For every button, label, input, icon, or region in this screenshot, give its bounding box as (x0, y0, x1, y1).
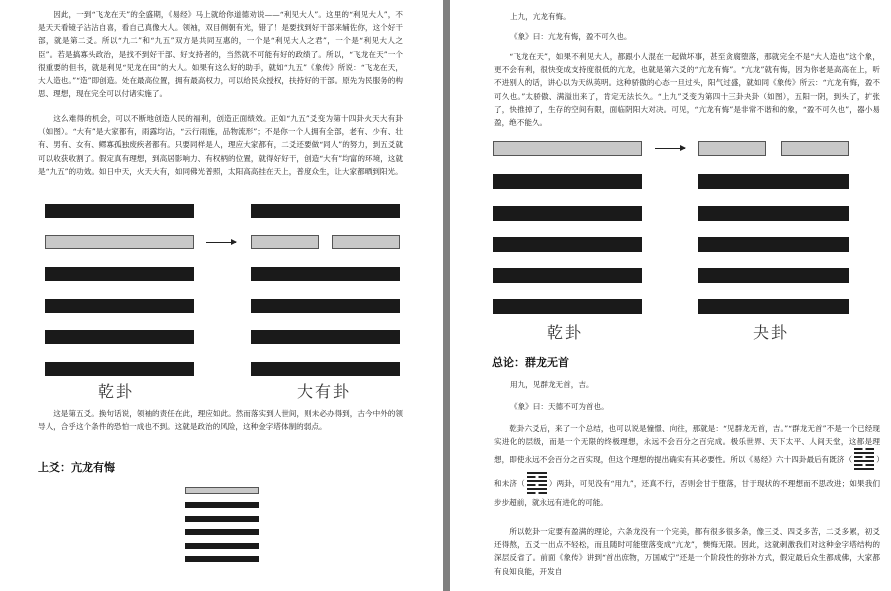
qian-line-1 (45, 362, 194, 376)
qian-r-line-6-highlighted (493, 141, 642, 156)
dayou-line-1 (251, 362, 400, 376)
right-paragraph-2-mid: ）和未济（ (494, 455, 880, 489)
guai-line-6-right-highlighted (781, 141, 849, 156)
weiji-hexagram-icon (527, 472, 547, 496)
small-qian-line-1 (185, 556, 259, 562)
dayou-line-6 (251, 204, 400, 218)
transition-arrow (206, 242, 236, 243)
dayou-line-5-left-highlighted (251, 235, 319, 249)
left-page (0, 0, 443, 591)
qian-r-caption: 乾卦 (547, 323, 584, 342)
guai-line-2 (698, 268, 849, 283)
dayou-caption: 大有卦 (297, 382, 352, 401)
qian-line-6 (45, 204, 194, 218)
guai-line-4 (698, 206, 849, 221)
guai-line-3 (698, 237, 849, 252)
small-qian-line-4 (185, 516, 259, 522)
dayou-line-5-right-highlighted (332, 235, 400, 249)
right-paragraph-2-end: ）两卦，可见没有“用九”，还真不行，否则会甘于堕落，甘于现状的不理想而不思改进；如果我们步步超前，就永远有进化的可能。 (494, 479, 881, 508)
qian-line-3 (45, 299, 194, 313)
small-qian-line-3 (185, 529, 259, 535)
qian-line-4 (45, 267, 194, 281)
qian-line-2 (45, 330, 194, 344)
right-line-xiang-1: 《象》曰：亢龙有悔，盈不可久也。 (510, 32, 632, 41)
right-line-yongjiu: 用九，见群龙无首，吉。 (510, 380, 594, 389)
section-heading-shangyao: 上爻：亢龙有悔 (38, 461, 115, 474)
left-paragraph-2: 这么难得的机会，可以不断地创造人民的福利，创造正面绩效。正如“九五”爻变为第十四卦火天大有卦（如图）。“大有”是大家都有，雨露均沾，“云行雨施，品物流形”；不是你一个人拥有全部，老有、少有、壮有、男有、女有、鳏寡孤独废疾者都有。只要同样是人，理应大家都有，二爻还要做“同人”的努力，到五爻就可以收获收割了。假定真有理想，到高居影响力、有权柄的位置，就得好好干，创造“大有”均富的环境，这就是“九五”的功效。如日中天，火天大有，如同佛光普照，太阳高高挂在天上，普度众生，让大家都晒到阳光。 (38, 114, 403, 176)
right-paragraph-2 (494, 422, 880, 510)
qian-r-line-4 (493, 206, 642, 221)
guai-line-5 (698, 174, 849, 189)
guai-line-1 (698, 299, 849, 314)
guai-line-6-left-highlighted (698, 141, 766, 156)
small-qian-line-6-highlighted (185, 487, 259, 494)
qian-r-line-1 (493, 299, 642, 314)
right-paragraph-3: 所以乾卦一定要有盈满的理论，六条龙没有一个完美，都有很多很多条，像三爻、四爻多苦，二爻多累，初爻还得熬，五爻一出点不轻松，而且随时可能堕落变成“亢龙”，懊悔无限。因此，这就刺激我们对这种金字塔结构的深层反省了。前面《象传》讲到“首出庶物，万国咸宁”还是一个阶段性的弥补方式，假定最后众生都成佛，大家都有良知良能，开发自 (494, 527, 880, 576)
small-qian-line-5 (185, 502, 259, 508)
jiji-hexagram-icon (854, 448, 874, 472)
dayou-line-3 (251, 299, 400, 313)
left-paragraph-3: 这是第五爻。换句话说，领袖的责任在此，理应如此。然而落实到人世间，则未必办得到，古今中外的领导人，合乎这个条件的恐怕一成也不到。这就是政治的风险，这种金字塔体制的弱点。 (38, 409, 403, 432)
qian-line-5-highlighted (45, 235, 194, 249)
right-paragraph-2-start: 乾卦六爻后，来了一个总结，也可以说是憧憬、向往，那就是：“见群龙无首，吉。”“群龙无首”不是一个已经现实进化的层级，而是一个无限的终极理想，永远不会百分之百完成。极乐世界、天下太平、人间天堂，这都是理想，即使永远不会百分之百实现，但这个理想的提出确实有其必要性。所以《易经》六十四卦最后有既济（ (494, 424, 880, 465)
right-line-shangjiu: 上九，亢龙有悔。 (510, 12, 571, 21)
qian-caption: 乾卦 (98, 382, 135, 401)
transition-arrow-right (655, 148, 685, 149)
qian-r-line-3 (493, 237, 642, 252)
guai-caption: 夬卦 (753, 323, 790, 342)
right-line-xiang-2: 《象》曰：天德不可为首也。 (510, 402, 609, 411)
right-page (450, 0, 891, 591)
dayou-line-4 (251, 267, 400, 281)
left-paragraph-1: 因此，一到“飞龙在天”的全盛期，《易经》马上就给你道德劝说——“利见大人”。这里的“利见大人”，不是天天看镜子沾沾自喜，看自己真像大人。领袖，双目侧朝有光，错了！是要找到好干部来辅佐你，这个好干部，就是第二爻。所以“九二”和“九五”双方是共同互惠的，一个是“利见大人之君”，一个是“利见大人之臣”。若是搞寡头政治，是找不到好干部、好支持者的，当然就不可能有好的政绩了。所以，“飞龙在天”一个很重要的但书，就是利见“见龙在田”的大人。如果有这么好的助手，就如“九五”《象传》所说：“飞龙在天，大人造也。”“造”即创造。处在最高位置，拥有最高权力，可以给民众授权，扶持好的干部。原先为民服务的构思、理想，现在完全可以付诸实施了。 (38, 10, 403, 99)
right-paragraph-1: “飞龙在天”，如果不利见大人，都跟小人混在一起做坏事，甚至贪腐堕落，那就完全不是“大人造也”这个象，更不会有利，很快变成支持度很低的亢龙，也就是第六爻的“亢龙有悔”。“亢龙”就有悔，因为你老是高高在上，听不进别人的话，讲心以为天纵英明。这种骄傲的心态一旦过头，阳气过盛，就如同《象传》所云：“亢龙有悔，盈不可久也。”太骄傲、满溢出来了，肯定无法长久。“上九”爻变为第四十三卦夬卦（如图），五阳一阴，到头了，扩张了，快推掉了，生存的空间有限，面临阴阳大对决。可见，“亢龙有悔”是非常不谐和的象，“盈不可久也”，器小易盈，绝不能久。 (494, 52, 880, 128)
small-qian-line-2 (185, 543, 259, 549)
qian-r-line-5 (493, 174, 642, 189)
dayou-line-2 (251, 330, 400, 344)
section-heading-summary: 总论：群龙无首 (492, 356, 569, 369)
qian-r-line-2 (493, 268, 642, 283)
